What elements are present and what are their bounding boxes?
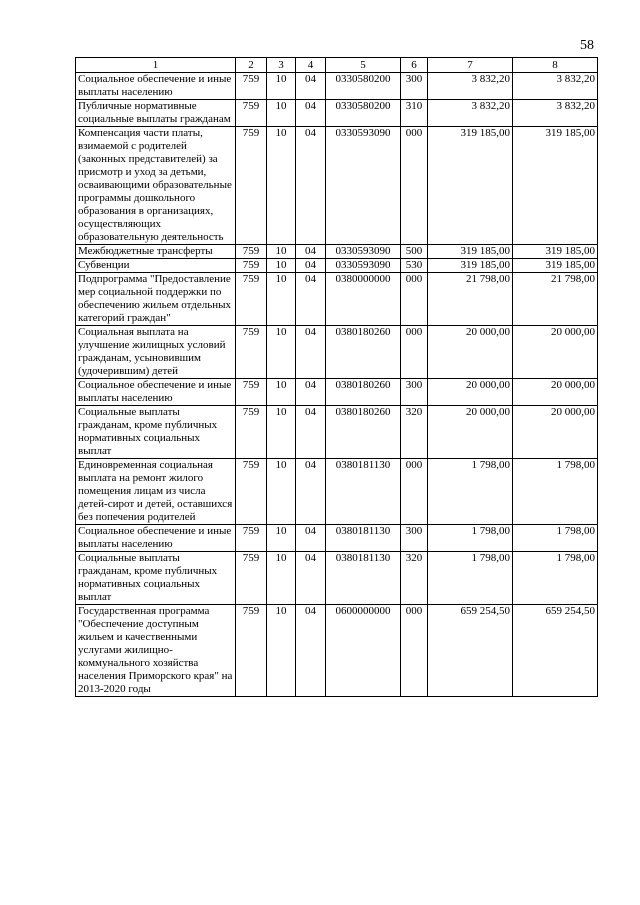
section-code-cell: 10 [267, 259, 296, 273]
table-row [76, 326, 598, 379]
table-row [76, 406, 598, 459]
amount-year-2-cell: 1 798,00 [513, 459, 598, 525]
subsection-code-cell: 04 [296, 552, 326, 605]
header-cell-6: 6 [401, 58, 428, 73]
target-article-cell: 0330593090 [326, 127, 401, 245]
subsection-code-cell: 04 [296, 273, 326, 326]
row-name-cell: Социальное обеспечение и иные выплаты населению [76, 379, 236, 406]
header-cell-4: 4 [296, 58, 326, 73]
amount-year-1-cell: 20 000,00 [428, 406, 513, 459]
expense-type-cell: 310 [401, 100, 428, 127]
subsection-code-cell: 04 [296, 127, 326, 245]
section-code-cell: 10 [267, 100, 296, 127]
target-article-cell: 0380181130 [326, 525, 401, 552]
header-cell-2: 2 [236, 58, 267, 73]
section-code-cell: 10 [267, 525, 296, 552]
target-article-cell: 0330593090 [326, 259, 401, 273]
subsection-code-cell: 04 [296, 406, 326, 459]
section-code-cell: 10 [267, 127, 296, 245]
row-name-cell: Социальное обеспечение и иные выплаты населению [76, 525, 236, 552]
section-code-cell: 10 [267, 605, 296, 697]
subsection-code-cell: 04 [296, 379, 326, 406]
amount-year-2-cell: 21 798,00 [513, 273, 598, 326]
expense-type-cell: 320 [401, 552, 428, 605]
expense-type-cell: 000 [401, 605, 428, 697]
target-article-cell: 0600000000 [326, 605, 401, 697]
target-article-cell: 0330580200 [326, 73, 401, 100]
amount-year-1-cell: 1 798,00 [428, 552, 513, 605]
amount-year-2-cell: 20 000,00 [513, 326, 598, 379]
row-name-cell: Государственная программа "Обеспечение доступным жильем и качественными услугами жилищно-коммунального хозяйства населения Приморского края" на 2013-2020 годы [76, 605, 236, 697]
header-cell-7: 7 [428, 58, 513, 73]
table-row [76, 605, 598, 697]
expense-type-cell: 320 [401, 406, 428, 459]
table-body [76, 73, 598, 697]
table-row [76, 100, 598, 127]
amount-year-2-cell: 659 254,50 [513, 605, 598, 697]
row-name-cell: Публичные нормативные социальные выплаты гражданам [76, 100, 236, 127]
row-name-cell: Социальная выплата на улучшение жилищных условий гражданам, усыновившим (удочерившим) детей [76, 326, 236, 379]
target-article-cell: 0380180260 [326, 406, 401, 459]
amount-year-1-cell: 659 254,50 [428, 605, 513, 697]
table-row [76, 459, 598, 525]
subsection-code-cell: 04 [296, 605, 326, 697]
expense-type-cell: 000 [401, 326, 428, 379]
target-article-cell: 0330593090 [326, 245, 401, 259]
amount-year-1-cell: 319 185,00 [428, 245, 513, 259]
section-code-cell: 10 [267, 552, 296, 605]
subsection-code-cell: 04 [296, 459, 326, 525]
expense-type-cell: 300 [401, 525, 428, 552]
section-code-cell: 10 [267, 326, 296, 379]
table-row [76, 552, 598, 605]
section-code-cell: 10 [267, 459, 296, 525]
page-number: 58 [580, 38, 594, 53]
target-article-cell: 0380180260 [326, 326, 401, 379]
target-article-cell: 0380000000 [326, 273, 401, 326]
subsection-code-cell: 04 [296, 326, 326, 379]
amount-year-2-cell: 1 798,00 [513, 552, 598, 605]
row-name-cell: Компенсация части платы, взимаемой с родителей (законных представителей) за присмотр и уход за детьми, осваивающими образовательные программы дошкольного образования в организациях, осуществляющих образовательную деятельность [76, 127, 236, 245]
row-name-cell: Социальные выплаты гражданам, кроме публичных нормативных социальных выплат [76, 552, 236, 605]
table-row [76, 245, 598, 259]
amount-year-1-cell: 20 000,00 [428, 326, 513, 379]
subsection-code-cell: 04 [296, 259, 326, 273]
section-code-cell: 10 [267, 379, 296, 406]
table-row [76, 73, 598, 100]
header-row [76, 58, 598, 73]
row-name-cell: Подпрограмма "Предоставление мер социальной поддержки по обеспечению жильем отдельных категорий граждан" [76, 273, 236, 326]
ministry-code-cell: 759 [236, 406, 267, 459]
header-cell-5: 5 [326, 58, 401, 73]
expense-type-cell: 000 [401, 127, 428, 245]
ministry-code-cell: 759 [236, 605, 267, 697]
header-cell-3: 3 [267, 58, 296, 73]
amount-year-2-cell: 319 185,00 [513, 259, 598, 273]
ministry-code-cell: 759 [236, 73, 267, 100]
target-article-cell: 0380180260 [326, 379, 401, 406]
ministry-code-cell: 759 [236, 552, 267, 605]
expense-type-cell: 530 [401, 259, 428, 273]
header-cell-8: 8 [513, 58, 598, 73]
amount-year-1-cell: 20 000,00 [428, 379, 513, 406]
row-name-cell: Социальные выплаты гражданам, кроме публичных нормативных социальных выплат [76, 406, 236, 459]
ministry-code-cell: 759 [236, 326, 267, 379]
table-row [76, 379, 598, 406]
expense-type-cell: 300 [401, 379, 428, 406]
ministry-code-cell: 759 [236, 127, 267, 245]
table-row [76, 259, 598, 273]
row-name-cell: Единовременная социальная выплата на ремонт жилого помещения лицам из числа детей-сирот и детей, оставшихся без попечения родителей [76, 459, 236, 525]
subsection-code-cell: 04 [296, 73, 326, 100]
header-cell-1: 1 [76, 58, 236, 73]
expense-type-cell: 300 [401, 73, 428, 100]
amount-year-1-cell: 3 832,20 [428, 100, 513, 127]
ministry-code-cell: 759 [236, 259, 267, 273]
ministry-code-cell: 759 [236, 379, 267, 406]
amount-year-1-cell: 319 185,00 [428, 127, 513, 245]
target-article-cell: 0330580200 [326, 100, 401, 127]
amount-year-2-cell: 319 185,00 [513, 127, 598, 245]
ministry-code-cell: 759 [236, 459, 267, 525]
row-name-cell: Социальное обеспечение и иные выплаты населению [76, 73, 236, 100]
amount-year-2-cell: 319 185,00 [513, 245, 598, 259]
amount-year-1-cell: 3 832,20 [428, 73, 513, 100]
subsection-code-cell: 04 [296, 100, 326, 127]
amount-year-2-cell: 1 798,00 [513, 525, 598, 552]
amount-year-1-cell: 1 798,00 [428, 459, 513, 525]
ministry-code-cell: 759 [236, 245, 267, 259]
expense-type-cell: 500 [401, 245, 428, 259]
subsection-code-cell: 04 [296, 245, 326, 259]
amount-year-2-cell: 3 832,20 [513, 73, 598, 100]
target-article-cell: 0380181130 [326, 552, 401, 605]
expense-type-cell: 000 [401, 459, 428, 525]
subsection-code-cell: 04 [296, 525, 326, 552]
section-code-cell: 10 [267, 406, 296, 459]
ministry-code-cell: 759 [236, 100, 267, 127]
table-row [76, 127, 598, 245]
row-name-cell: Межбюджетные трансферты [76, 245, 236, 259]
amount-year-2-cell: 20 000,00 [513, 379, 598, 406]
row-name-cell: Субвенции [76, 259, 236, 273]
expense-type-cell: 000 [401, 273, 428, 326]
amount-year-1-cell: 319 185,00 [428, 259, 513, 273]
budget-table [75, 57, 598, 697]
target-article-cell: 0380181130 [326, 459, 401, 525]
table-row [76, 273, 598, 326]
section-code-cell: 10 [267, 73, 296, 100]
amount-year-2-cell: 3 832,20 [513, 100, 598, 127]
ministry-code-cell: 759 [236, 273, 267, 326]
amount-year-1-cell: 21 798,00 [428, 273, 513, 326]
section-code-cell: 10 [267, 273, 296, 326]
amount-year-2-cell: 20 000,00 [513, 406, 598, 459]
amount-year-1-cell: 1 798,00 [428, 525, 513, 552]
section-code-cell: 10 [267, 245, 296, 259]
table-row [76, 525, 598, 552]
ministry-code-cell: 759 [236, 525, 267, 552]
